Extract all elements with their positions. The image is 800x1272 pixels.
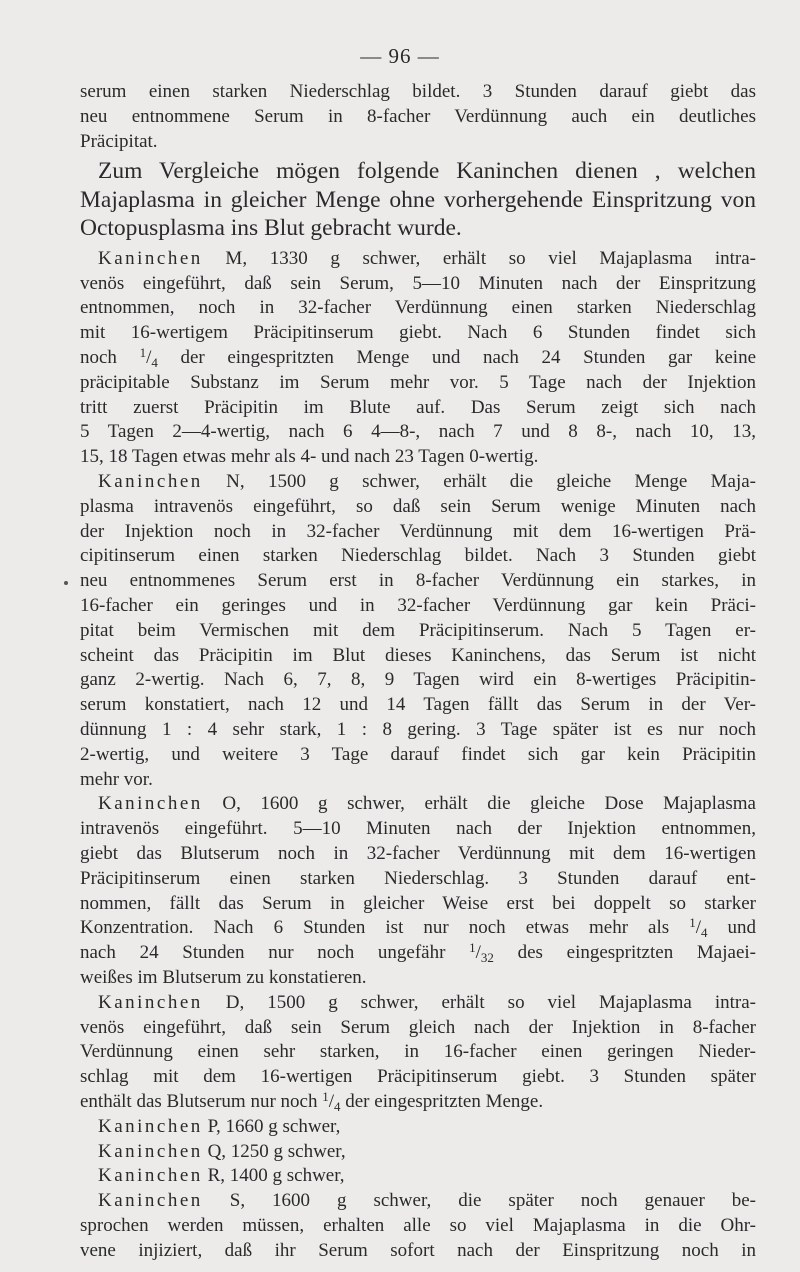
text-line: weißes im Blutserum zu konstatieren. <box>80 967 367 988</box>
text-line: Verdünnung einen sehr starken, in 16-facher einen geringen Nieder- <box>80 1041 756 1063</box>
fraction-denominator: 4 <box>334 1098 341 1114</box>
text-line: Präcipitinserum einen starken Niederschlag. 3 Stunden darauf ent- <box>80 867 756 889</box>
text-line: tritt zuerst Präcipitin im Blute auf. Das Serum zeigt sich nach <box>80 396 756 418</box>
fraction-numerator: 1 <box>469 940 476 956</box>
paragraph-kaninchen-o <box>80 792 756 990</box>
text-line: Kaninchen S, 1600 g schwer, die später noch genauer be- <box>98 1190 756 1212</box>
text-line: venös eingeführt, daß sein Serum gleich nach der Injektion in 8-facher <box>80 1016 756 1038</box>
animal-label: Kaninchen <box>98 991 203 1013</box>
paragraph-kaninchen-r <box>80 1164 756 1189</box>
text-line: der Injektion noch in 32-facher Verdünnung mit dem 16-wertigen Prä- <box>80 520 756 542</box>
text-line: mehr vor. <box>80 768 153 790</box>
heading-line: Octopusplasma ins Blut gebracht wurde. <box>80 215 462 242</box>
fraction-denominator: 4 <box>700 925 708 941</box>
heading-line: Majaplasma in gleicher Menge ohne vorhergehende Einspritzung von <box>80 186 756 213</box>
text-line: 16-facher ein geringes und in 32-facher Verdünnung gar kein Präci- <box>80 595 756 617</box>
section-heading <box>80 157 756 243</box>
text-line: sprochen werden müssen, erhalten alle so viel Majaplasma in die Ohr- <box>80 1214 756 1236</box>
paragraph-kaninchen-d <box>80 991 756 1115</box>
fraction-numerator: 1 <box>322 1088 329 1104</box>
text-line: Kaninchen D, 1500 g schwer, erhält so viel Majaplasma intra- <box>98 991 756 1013</box>
heading-line: Zum Vergleiche mögen folgende Kaninchen dienen , welchen <box>98 158 756 185</box>
text-line: venös eingeführt, daß sein Serum, 5—10 Minuten nach der Einspritzung <box>80 272 756 294</box>
paragraph-kaninchen-q <box>80 1140 756 1165</box>
text-line: präcipitable Substanz im Serum mehr vor. 5 Tage nach der Injektion <box>80 371 756 393</box>
text-line: 5 Tagen 2—4-wertig, nach 6 4—8-, nach 7 und 8 8-, nach 10, 13, <box>80 421 756 443</box>
text-line: schlag mit dem 16-wertigen Präcipitinserum giebt. 3 Stunden später <box>80 1066 756 1088</box>
animal-label: Kaninchen <box>98 471 203 493</box>
text-line: serum einen starken Niederschlag bildet. 3 Stunden darauf giebt das <box>80 81 756 102</box>
fraction-numerator: 1 <box>139 345 147 361</box>
paragraph-kaninchen-n <box>80 470 756 792</box>
fraction-numerator: 1 <box>689 915 696 931</box>
fraction-denominator: 32 <box>480 950 494 966</box>
text-line: noch $^1/_4$ der eingespritzten Menge und nach 24 Stunden gar keine <box>80 345 757 371</box>
text-line: Kaninchen R, 1400 g schwer, <box>98 1165 345 1187</box>
text-line: Präcipitat. <box>80 130 158 152</box>
text-line: enthält das Blutserum nur noch $^1/_4$ der eingespritzten Menge. <box>80 1088 544 1114</box>
text-line: 15, 18 Tagen etwas mehr als 4- und nach 23 Tagen 0-wertig. <box>80 446 539 468</box>
paragraph-intro <box>80 80 756 154</box>
animal-label: Kaninchen <box>98 793 203 815</box>
text-line: intravenös eingeführt. 5—10 Minuten nach der Injektion entnommen, <box>80 818 756 840</box>
page-number: — 96 — <box>360 44 440 68</box>
paragraph-kaninchen-m <box>80 247 756 470</box>
animal-label: Kaninchen <box>98 1140 203 1162</box>
text-line: scheint das Präcipitin im Blut dieses Kaninchens, das Serum ist nicht <box>80 644 756 666</box>
margin-mark <box>64 581 68 585</box>
text-line: serum konstatiert, nach 12 und 14 Tagen fällt das Serum in der Ver- <box>80 694 756 716</box>
page-body <box>80 80 756 1264</box>
text-line: Kaninchen N, 1500 g schwer, erhält die gleiche Menge Maja- <box>98 471 756 493</box>
text-line: pitat beim Vermischen mit dem Präcipitinserum. Nach 5 Tagen er- <box>80 619 756 641</box>
animal-label: Kaninchen <box>98 1190 203 1212</box>
text-line: Kaninchen O, 1600 g schwer, erhält die gleiche Dose Majaplasma <box>98 793 756 815</box>
text-line: 2-wertig, und weitere 3 Tage darauf findet sich gar kein Präcipitin <box>80 743 756 765</box>
text-line: cipitinserum einen starken Niederschlag bildet. Nach 3 Stunden giebt <box>80 545 756 567</box>
text-line: plasma intravenös eingeführt, so daß sein Serum wenige Minuten nach <box>80 495 756 517</box>
text-line: entnommen, noch in 32-facher Verdünnung einen starken Niederschlag <box>80 297 756 319</box>
text-line: neu entnommenes Serum erst in 8-facher Verdünnung ein starkes, in <box>80 570 756 592</box>
paragraph-kaninchen-p <box>80 1115 756 1140</box>
text-line: mit 16-wertigem Präcipitinserum giebt. Nach 6 Stunden findet sich <box>80 322 756 344</box>
text-line: Konzentration. Nach 6 Stunden ist nur noch etwas mehr als $^1/_4$ und <box>80 915 756 941</box>
text-line: ganz 2-wertig. Nach 6, 7, 8, 9 Tagen wird ein 8-wertiges Präcipitin- <box>80 669 756 691</box>
animal-label: Kaninchen <box>98 1115 203 1137</box>
text-line: Kaninchen P, 1660 g schwer, <box>98 1115 341 1137</box>
text-line: vene injiziert, daß ihr Serum sofort nach der Einspritzung noch in <box>80 1239 756 1261</box>
text-line: Kaninchen M, 1330 g schwer, erhält so viel Majaplasma intra- <box>98 247 756 269</box>
text-line: giebt das Blutserum noch in 32-facher Verdünnung mit dem 16-wertigen <box>80 843 756 865</box>
paragraph-kaninchen-s <box>80 1189 756 1263</box>
text-line: neu entnommene Serum in 8-facher Verdünnung auch ein deutliches <box>80 105 756 127</box>
animal-label: Kaninchen <box>98 247 203 269</box>
animal-label: Kaninchen <box>98 1165 203 1187</box>
fraction-denominator: 4 <box>151 355 158 371</box>
text-line: nommen, fällt das Serum in gleicher Weise erst bei doppelt so starker <box>80 892 756 914</box>
text-line: Kaninchen Q, 1250 g schwer, <box>98 1140 346 1162</box>
text-line: dünnung 1 : 4 sehr stark, 1 : 8 gering. 3 Tage später ist es nur noch <box>80 719 756 741</box>
text-line: nach 24 Stunden nur noch ungefähr $^1/_{32}$ des eingespritzten Majaei- <box>80 940 756 966</box>
